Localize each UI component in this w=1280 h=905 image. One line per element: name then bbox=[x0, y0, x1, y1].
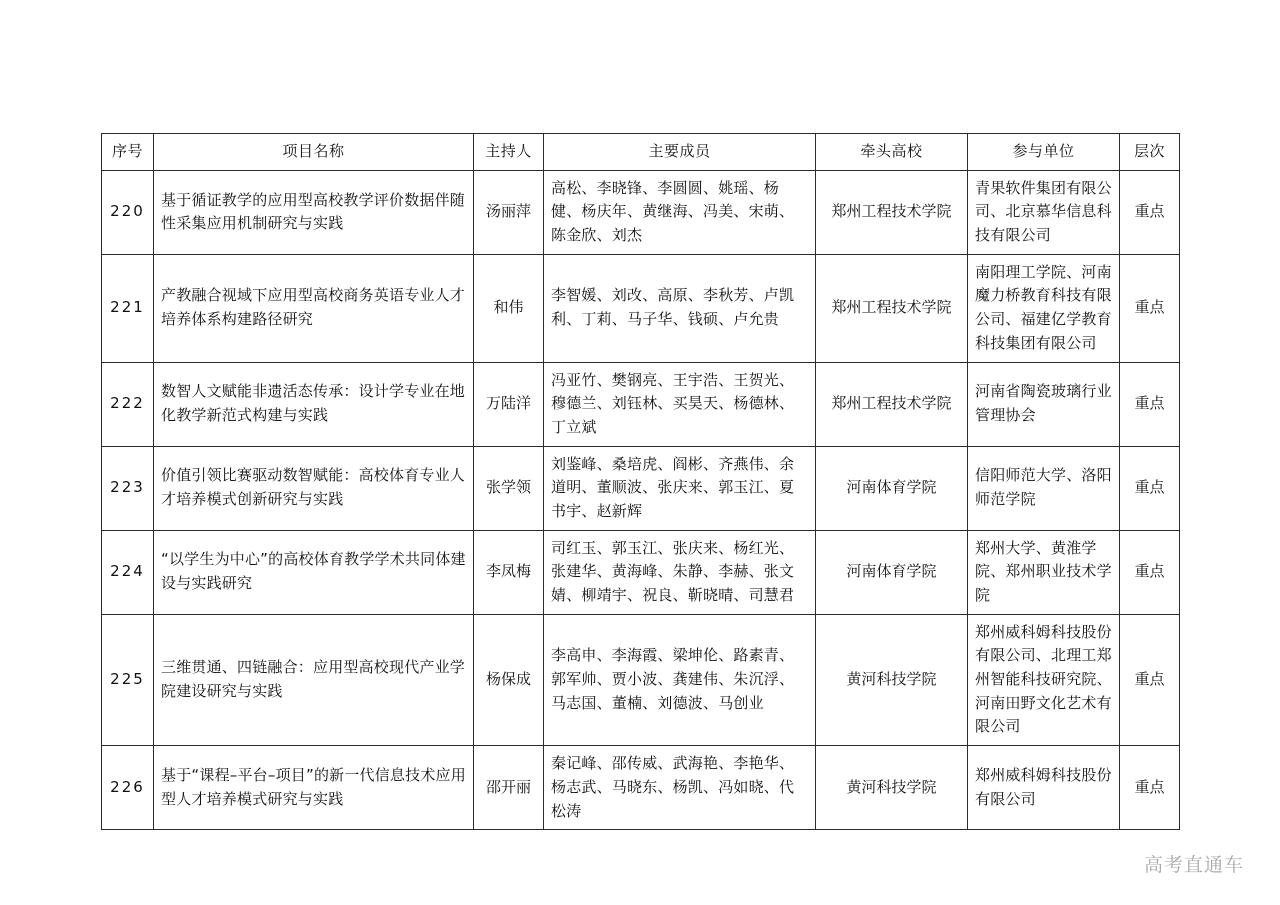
cell-host: 万陆洋 bbox=[474, 362, 544, 446]
cell-host: 杨保成 bbox=[474, 614, 544, 745]
cell-members: 冯亚竹、樊钢亮、王宇浩、王贺光、穆德兰、刘钰林、买昊天、杨德林、丁立斌 bbox=[544, 362, 816, 446]
table-row bbox=[102, 746, 1180, 830]
cell-partner: 青果软件集团有限公司、北京慕华信息科技有限公司 bbox=[968, 170, 1120, 254]
cell-no: 222 bbox=[102, 362, 154, 446]
table-row bbox=[102, 254, 1180, 362]
column-header-partner: 参与单位 bbox=[968, 134, 1120, 171]
table-row bbox=[102, 614, 1180, 745]
table-header-row bbox=[102, 134, 1180, 171]
cell-partner: 信阳师范大学、洛阳师范学院 bbox=[968, 446, 1120, 530]
cell-lead: 河南体育学院 bbox=[816, 530, 968, 614]
cell-title: 基于“课程–平台–项目”的新一代信息技术应用型人才培养模式研究与实践 bbox=[154, 746, 474, 830]
cell-title: 三维贯通、四链融合：应用型高校现代产业学院建设研究与实践 bbox=[154, 614, 474, 745]
cell-lead: 郑州工程技术学院 bbox=[816, 170, 968, 254]
cell-no: 223 bbox=[102, 446, 154, 530]
cell-no: 225 bbox=[102, 614, 154, 745]
cell-lead: 河南体育学院 bbox=[816, 446, 968, 530]
cell-lead: 黄河科技学院 bbox=[816, 614, 968, 745]
cell-no: 221 bbox=[102, 254, 154, 362]
cell-partner: 河南省陶瓷玻璃行业管理协会 bbox=[968, 362, 1120, 446]
cell-no: 226 bbox=[102, 746, 154, 830]
cell-title: 价值引领比赛驱动数智赋能：高校体育专业人才培养模式创新研究与实践 bbox=[154, 446, 474, 530]
cell-partner: 郑州大学、黄淮学院、郑州职业技术学院 bbox=[968, 530, 1120, 614]
cell-level: 重点 bbox=[1120, 254, 1180, 362]
cell-members: 秦记峰、邵传威、武海艳、李艳华、杨志武、马晓东、杨凯、冯如晓、代松涛 bbox=[544, 746, 816, 830]
cell-no: 220 bbox=[102, 170, 154, 254]
cell-partner: 南阳理工学院、河南魔力桥教育科技有限公司、福建亿学教育科技集团有限公司 bbox=[968, 254, 1120, 362]
cell-partner: 郑州威科姆科技股份有限公司 bbox=[968, 746, 1120, 830]
watermark-label: 高考直通车 bbox=[1143, 854, 1244, 876]
cell-host: 张学领 bbox=[474, 446, 544, 530]
cell-members: 李高申、李海霞、梁坤伦、路素青、郭军帅、贾小波、龚建伟、朱沉浮、马志国、董楠、刘德波、马创业 bbox=[544, 614, 816, 745]
cell-title: “以学生为中心”的高校体育教学学术共同体建设与实践研究 bbox=[154, 530, 474, 614]
table-row bbox=[102, 530, 1180, 614]
cell-lead: 郑州工程技术学院 bbox=[816, 254, 968, 362]
table-body bbox=[102, 170, 1180, 830]
project-table bbox=[101, 133, 1180, 830]
cell-level: 重点 bbox=[1120, 446, 1180, 530]
cell-members: 李智媛、刘改、高原、李秋芳、卢凯利、丁莉、马子华、钱硕、卢允贵 bbox=[544, 254, 816, 362]
cell-host: 邵开丽 bbox=[474, 746, 544, 830]
cell-level: 重点 bbox=[1120, 170, 1180, 254]
cell-no: 224 bbox=[102, 530, 154, 614]
cell-title: 产教融合视域下应用型高校商务英语专业人才培养体系构建路径研究 bbox=[154, 254, 474, 362]
cell-members: 刘鉴峰、桑培虎、阎彬、齐燕伟、余道明、董顺波、张庆来、郭玉江、夏书宇、赵新辉 bbox=[544, 446, 816, 530]
column-header-host: 主持人 bbox=[474, 134, 544, 171]
cell-level: 重点 bbox=[1120, 530, 1180, 614]
cell-lead: 郑州工程技术学院 bbox=[816, 362, 968, 446]
cell-members: 司红玉、郭玉江、张庆来、杨红光、张建华、黄海峰、朱静、李赫、张文婧、柳靖宇、祝良、靳晓晴、司慧君 bbox=[544, 530, 816, 614]
cell-title: 基于循证教学的应用型高校教学评价数据伴随性采集应用机制研究与实践 bbox=[154, 170, 474, 254]
project-table-container bbox=[101, 133, 1179, 830]
column-header-members: 主要成员 bbox=[544, 134, 816, 171]
table-header bbox=[102, 134, 1180, 171]
column-header-no: 序号 bbox=[102, 134, 154, 171]
cell-partner: 郑州威科姆科技股份有限公司、北理工郑州智能科技研究院、河南田野文化艺术有限公司 bbox=[968, 614, 1120, 745]
cell-host: 李凤梅 bbox=[474, 530, 544, 614]
table-row bbox=[102, 170, 1180, 254]
cell-level: 重点 bbox=[1120, 614, 1180, 745]
cell-lead: 黄河科技学院 bbox=[816, 746, 968, 830]
cell-members: 高松、李晓锋、李圆圆、姚瑶、杨健、杨庆年、黄继海、冯美、宋萌、陈金欣、刘杰 bbox=[544, 170, 816, 254]
column-header-title: 项目名称 bbox=[154, 134, 474, 171]
table-row bbox=[102, 362, 1180, 446]
cell-level: 重点 bbox=[1120, 362, 1180, 446]
table-row bbox=[102, 446, 1180, 530]
cell-title: 数智人文赋能非遗活态传承：设计学专业在地化教学新范式构建与实践 bbox=[154, 362, 474, 446]
column-header-lead: 牵头高校 bbox=[816, 134, 968, 171]
cell-level: 重点 bbox=[1120, 746, 1180, 830]
cell-host: 和伟 bbox=[474, 254, 544, 362]
cell-host: 汤丽萍 bbox=[474, 170, 544, 254]
column-header-level: 层次 bbox=[1120, 134, 1180, 171]
